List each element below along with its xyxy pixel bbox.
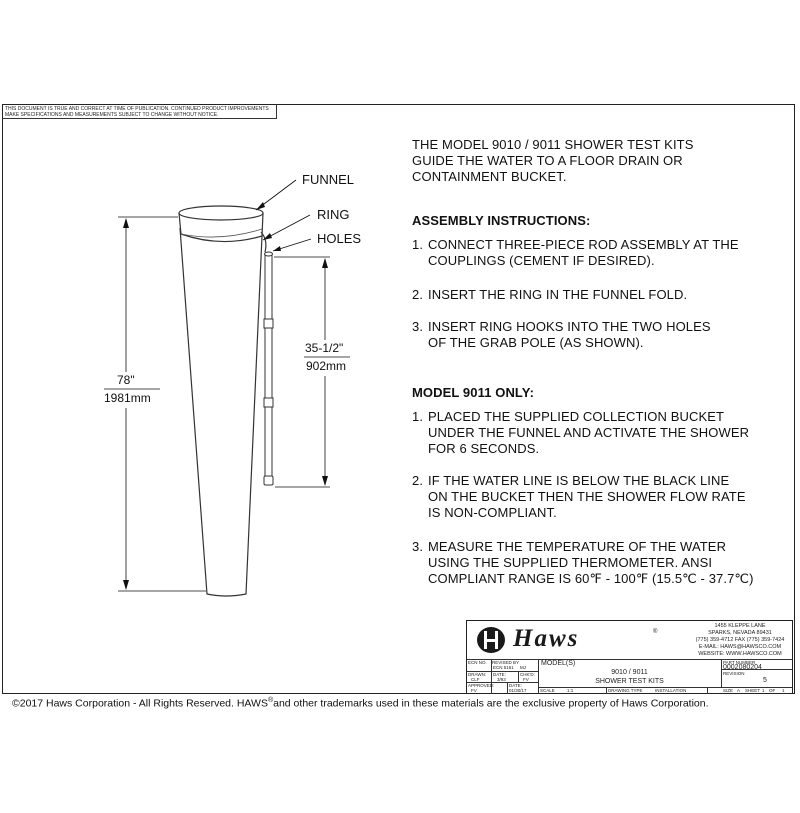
sheet-value: 1 <box>762 688 765 693</box>
ecn-label: ECN NO. <box>468 660 487 665</box>
approved-value: FV <box>471 688 477 693</box>
of-value: 1 <box>782 688 785 693</box>
pole-dimension-inches: 35-1/2" <box>305 341 344 355</box>
sheet-label: SHEET <box>745 688 761 693</box>
step-text: USING THE SUPPLIED THERMOMETER. ANSI <box>428 555 713 570</box>
grab-pole-end-cap <box>264 476 273 485</box>
grab-pole-coupling-2 <box>264 398 273 407</box>
approved-date-label: DATE: <box>509 683 522 688</box>
step-text: OF THE GRAB POLE (AS SHOWN). <box>428 335 644 350</box>
intro-line: CONTAINMENT BUCKET. <box>412 169 567 184</box>
grab-pole-lower <box>265 407 272 477</box>
copyright-notice <box>12 697 709 710</box>
step-text: IS NON-COMPLIANT. <box>428 505 557 520</box>
approved-label: APPROVED: <box>468 683 495 688</box>
part-number-value: 0002080204 <box>723 664 762 671</box>
checked-value: FV <box>523 677 529 682</box>
step-number: 1. <box>412 409 424 424</box>
revised-by-label: REVISED BY <box>492 660 520 665</box>
scale-label: SCALE <box>540 688 555 693</box>
of-label: OF <box>769 688 776 693</box>
step-number: 3. <box>412 319 424 334</box>
models-label: MODEL(S) <box>541 660 576 667</box>
revision-value: 5 <box>763 677 767 684</box>
step-text: IF THE WATER LINE IS BELOW THE BLACK LINE <box>428 473 730 488</box>
step-text: PLACED THE SUPPLIED COLLECTION BUCKET <box>428 409 725 424</box>
date-value: 3/93 <box>497 677 506 682</box>
drawing-type-value: INSTALLATION <box>655 688 687 693</box>
funnel-label: FUNNEL <box>302 172 355 187</box>
total-dimension-inches: 78" <box>117 373 135 387</box>
assembly-heading: ASSEMBLY INSTRUCTIONS: <box>412 213 591 228</box>
step-text: COUPLINGS (CEMENT IF DESIRED). <box>428 253 655 268</box>
models-value: 9010 / 9011 <box>611 669 648 676</box>
step-text: COMPLIANT RANGE IS 60℉ - 100℉ (15.5℃ - 37.7℃) <box>428 571 754 586</box>
funnel-rim <box>179 206 263 220</box>
funnel-body <box>180 228 262 596</box>
grab-pole-middle <box>265 328 272 398</box>
intro-line: THE MODEL 9010 / 9011 SHOWER TEST KITS <box>412 137 694 152</box>
size-label: SIZE <box>723 688 734 693</box>
copyright-text: and other trademarks used in these materials are the exclusive property of Haws Corporation. <box>273 697 709 710</box>
address-line: WEBSITE: WWW.HAWSCO.COM <box>698 651 782 657</box>
step-text: MEASURE THE TEMPERATURE OF THE WATER <box>428 539 727 554</box>
haws-logo-icon <box>475 625 507 655</box>
drawn-value: CLF <box>471 677 480 682</box>
model-heading: MODEL 9011 ONLY: <box>412 385 535 400</box>
step-text: UNDER THE FUNNEL AND ACTIVATE THE SHOWER <box>428 425 750 440</box>
address-line: SPARKS, NEVADA 89431 <box>708 630 772 636</box>
copyright-text: ©2017 Haws Corporation - All Rights Reserved. HAWS <box>12 697 268 710</box>
step-text: CONNECT THREE-PIECE ROD ASSEMBLY AT THE <box>428 237 739 252</box>
date-label: DATE: <box>493 672 506 677</box>
address-line: (775) 359-4712 FAX (775) 359-7424 <box>695 637 785 643</box>
step-text: FOR 6 SECONDS. <box>428 441 540 456</box>
haws-wordmark: Haws <box>513 625 580 652</box>
approved-date-value: 01/30/17 <box>509 688 527 693</box>
part-number-label: PART NUMBER <box>723 660 756 665</box>
step-number: 2. <box>412 473 424 488</box>
total-dimension-mm: 1981mm <box>104 391 151 405</box>
ecn-value: ECN 5161 <box>493 665 514 670</box>
registered-mark: ® <box>267 697 274 704</box>
step-number: 1. <box>412 237 424 252</box>
revised-by-value: MJ <box>520 665 526 670</box>
drawn-label: DRAWN: <box>468 672 487 677</box>
size-value: A <box>737 688 741 693</box>
checked-label: CHK'D: <box>520 672 535 677</box>
title-block: Haws ® 1455 KLEPPE LANE SPARKS, NEVADA 89431 (775) 359-4712 FAX (775) 359-7424 E-MAIL: HAWS@HAWSCO.COM WEBSITE: WWW.HAWSCO.COM ECN NO. REVISED BY ECN 5161 MJ DRAWN: CLF DATE: 3/93 CHK'D: FV APPROVED: FV DATE: 01/30/17 MODEL(S) 9010 / 9011 SHOWER TEST KITS PART NUMBER 0002080204 REVISION 5 SCALE 1:1 DRAWING TYPE INSTALLATION SIZE A SHEET 1 OF 1 <box>466 620 793 694</box>
step-number: 3. <box>412 539 424 554</box>
step-text: INSERT RING HOOKS INTO THE TWO HOLES <box>428 319 711 334</box>
address-line: 1455 KLEPPE LANE <box>714 623 766 629</box>
grab-pole-coupling-1 <box>264 319 273 328</box>
scale-value: 1:1 <box>567 688 574 693</box>
step-text: INSERT THE RING IN THE FUNNEL FOLD. <box>428 287 688 302</box>
intro-line: GUIDE THE WATER TO A FLOOR DRAIN OR <box>412 153 683 168</box>
address-line: E-MAIL: HAWS@HAWSCO.COM <box>698 644 782 650</box>
disclaimer-notice: THIS DOCUMENT IS TRUE AND CORRECT AT TIME OF PUBLICATION. CONTINUED PRODUCT IMPROVEMENTS MAKE SPECIFICATIONS AND MEASUREMENTS SUBJECT TO CHANGE WITHOUT NOTICE. <box>5 106 269 118</box>
ring-label: RING <box>317 207 350 222</box>
grab-pole-upper <box>265 253 272 321</box>
drawing-type-label: DRAWING TYPE <box>608 688 643 693</box>
description-value: SHOWER TEST KITS <box>595 678 664 685</box>
step-text: ON THE BUCKET THEN THE SHOWER FLOW RATE <box>428 489 746 504</box>
holes-label: HOLES <box>317 231 362 246</box>
pole-dimension-mm: 902mm <box>306 359 347 373</box>
step-number: 2. <box>412 287 424 302</box>
revision-label: REVISION <box>723 671 745 676</box>
